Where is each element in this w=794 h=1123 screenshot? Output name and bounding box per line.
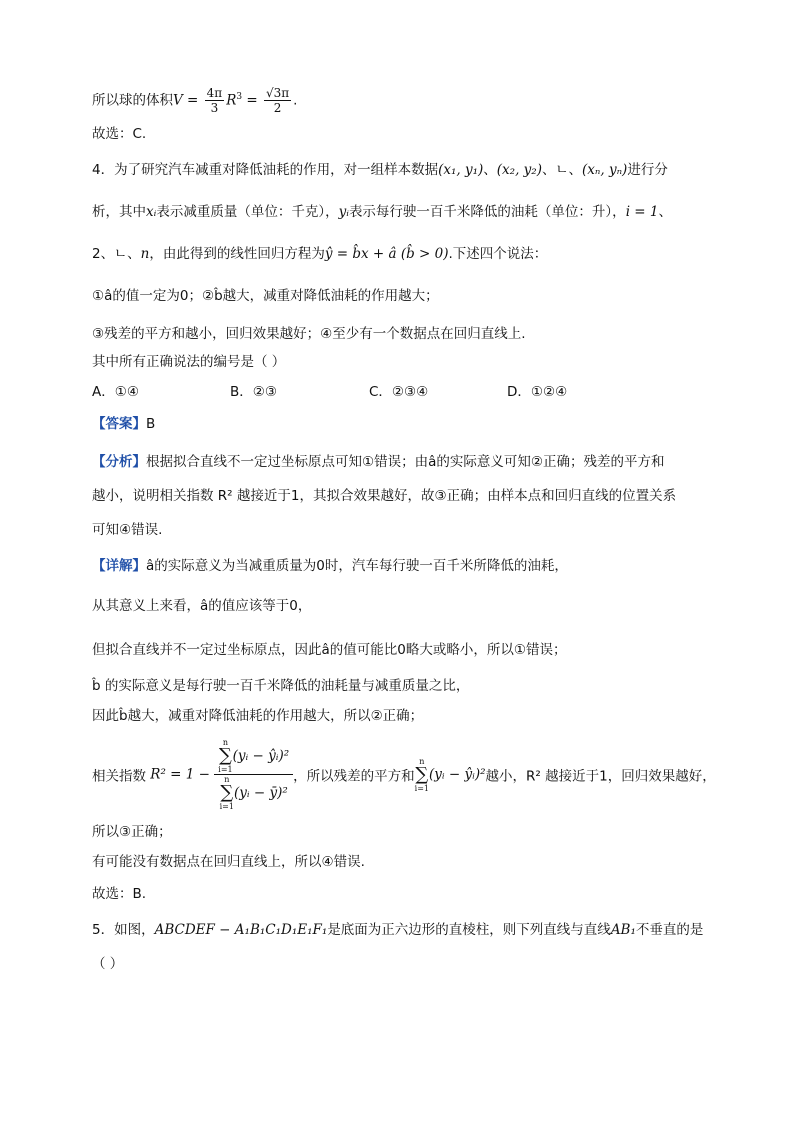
sum-lower: i=1	[414, 783, 430, 793]
exponent: 3	[236, 92, 243, 102]
text: 、ㄴ、	[541, 162, 583, 178]
analysis-line-3: 可知④错误.	[92, 522, 163, 538]
answer-tag: 【答案】	[92, 416, 146, 432]
math-pair-2: (x₂, y₂)	[496, 162, 542, 178]
equals: =	[246, 92, 258, 109]
math-V: V	[173, 92, 183, 109]
option-b: B．②③	[230, 384, 277, 400]
question-5-line-1	[92, 920, 703, 940]
text: 越小，	[485, 768, 527, 785]
text: R² 越接近于1，回归效果越好，	[526, 768, 716, 785]
text: 不垂直的是	[635, 922, 704, 938]
option-c: C．②③④	[369, 384, 429, 400]
math-residual: (yᵢ − ŷᵢ)²	[429, 766, 486, 783]
analysis-line-1	[92, 452, 664, 472]
detail-line-5: 因此b̂越大，减重对降低油耗的作用越大，所以②正确；	[92, 708, 424, 724]
math-residual: (yᵢ − ŷᵢ)²	[232, 748, 290, 764]
math-yi: yᵢ	[338, 204, 349, 220]
text: 根据拟合直线不一定过坐标原点可知①错误；由â的实际意义可知②正确；残差的平方和	[146, 454, 665, 470]
detail-line-9: 故选：B.	[92, 886, 147, 902]
statement-3-4: ③残差的平方和越小，回归效果越好；④至少有一个数据点在回归直线上.	[92, 326, 526, 342]
text: 4．为了研究汽车减重对降低油耗的作用，对一组样本数据	[92, 162, 439, 178]
math-r-squared: R² = 1 −	[150, 766, 210, 783]
fraction-4pi-3	[205, 86, 225, 115]
math-prism: ABCDEF − A₁B₁C₁D₁E₁F₁	[154, 922, 328, 938]
text: 是底面为正六边形的直棱柱，则下列直线与直线	[327, 922, 611, 938]
r-squared-fraction	[214, 738, 293, 811]
denominator: 3	[210, 101, 219, 115]
denominator: 2	[273, 101, 282, 115]
equals: =	[187, 92, 199, 109]
question-4-line-1	[92, 160, 668, 180]
math-xi: xᵢ	[146, 204, 157, 220]
detail-line-8: 有可能没有数据点在回归直线上，所以④错误.	[92, 854, 365, 870]
option-d: D．①②④	[507, 384, 568, 400]
numerator: 4π	[206, 86, 223, 100]
detail-line-4: b̂ 的实际意义是每行驶一百千米降低的油耗量与减重质量之比，	[92, 678, 470, 694]
detail-line-6	[92, 738, 716, 811]
detail-line-7: 所以③正确；	[92, 824, 172, 840]
answer-line	[92, 414, 155, 434]
math-deviation: (yᵢ − ȳ)²	[233, 785, 288, 801]
text: .下述四个说法：	[448, 246, 548, 262]
text: 、	[658, 204, 672, 220]
fraction-denominator	[214, 775, 293, 811]
text: â的实际意义为当减重质量为0时，汽车每行驶一百千米所降低的油耗，	[146, 558, 568, 574]
text: ，由此得到的线性回归方程为	[149, 246, 325, 262]
text: 、	[483, 162, 497, 178]
text: 表示减重质量（单位：千克），	[156, 204, 339, 220]
answer-value: B	[146, 416, 156, 432]
text: 析，其中	[92, 204, 146, 220]
text: 5．如图，	[92, 922, 155, 938]
period: .	[293, 92, 298, 109]
detail-line-1	[92, 556, 568, 576]
regression-equation: ŷ = b̂x + â (b̂ > 0)	[324, 246, 449, 262]
volume-line	[92, 86, 297, 115]
text: 进行分	[627, 162, 668, 178]
answer-choice-line: 故选：C.	[92, 126, 147, 142]
text: ，所以残差的平方和	[293, 768, 415, 785]
text: 相关指数	[92, 768, 146, 785]
text: 表示每行驶一百千米降低的油耗（单位：升），	[348, 204, 626, 220]
analysis-line-2: 越小，说明相关指数 R² 越接近于1，其拟合效果越好，故③正确；由样本点和回归直线的位置关系	[92, 488, 677, 504]
sum-upper: n	[419, 756, 425, 766]
detail-line-2: 从其意义上来看，â的值应该等于0，	[92, 598, 312, 614]
math-n: n	[140, 246, 150, 262]
sum-upper: n	[224, 775, 230, 784]
sum-lower: i=1	[218, 765, 233, 774]
option-a: A．①④	[92, 384, 139, 400]
detail-line-3: 但拟合直线并不一定过坐标原点，因此â的值可能比0略大或略小，所以①错误；	[92, 642, 567, 658]
sum-symbol: n ∑ i=1	[219, 775, 234, 811]
question-5-line-2: （ ）	[92, 956, 124, 972]
fraction-sqrt3pi-2	[264, 86, 291, 115]
question-4-line-2	[92, 202, 672, 222]
sum-symbol: n ∑ i=1	[218, 738, 233, 774]
sum-upper: n	[222, 738, 229, 747]
numerator: √3π	[266, 86, 290, 100]
text: 2、ㄴ、	[92, 246, 141, 262]
analysis-tag: 【分析】	[92, 454, 146, 470]
detail-tag: 【详解】	[92, 558, 146, 574]
math-pair-n: (xₙ, yₙ)	[582, 162, 628, 178]
question-4-line-3	[92, 244, 547, 264]
sum-lower: i=1	[219, 802, 234, 811]
question-prompt: 其中所有正确说法的编号是（ ）	[92, 354, 286, 370]
fraction-numerator	[214, 738, 293, 775]
statement-1-2: ①â的值一定为0；②b̂越大，减重对降低油耗的作用越大；	[92, 288, 439, 304]
text: 所以球的体积	[92, 92, 173, 109]
math-pair-1: (x₁, y₁)	[438, 162, 484, 178]
math-i: i = 1	[625, 204, 659, 220]
math-line: AB₁	[610, 922, 636, 938]
math-R: R	[226, 92, 237, 109]
sum-symbol: n ∑ i=1	[414, 756, 430, 793]
